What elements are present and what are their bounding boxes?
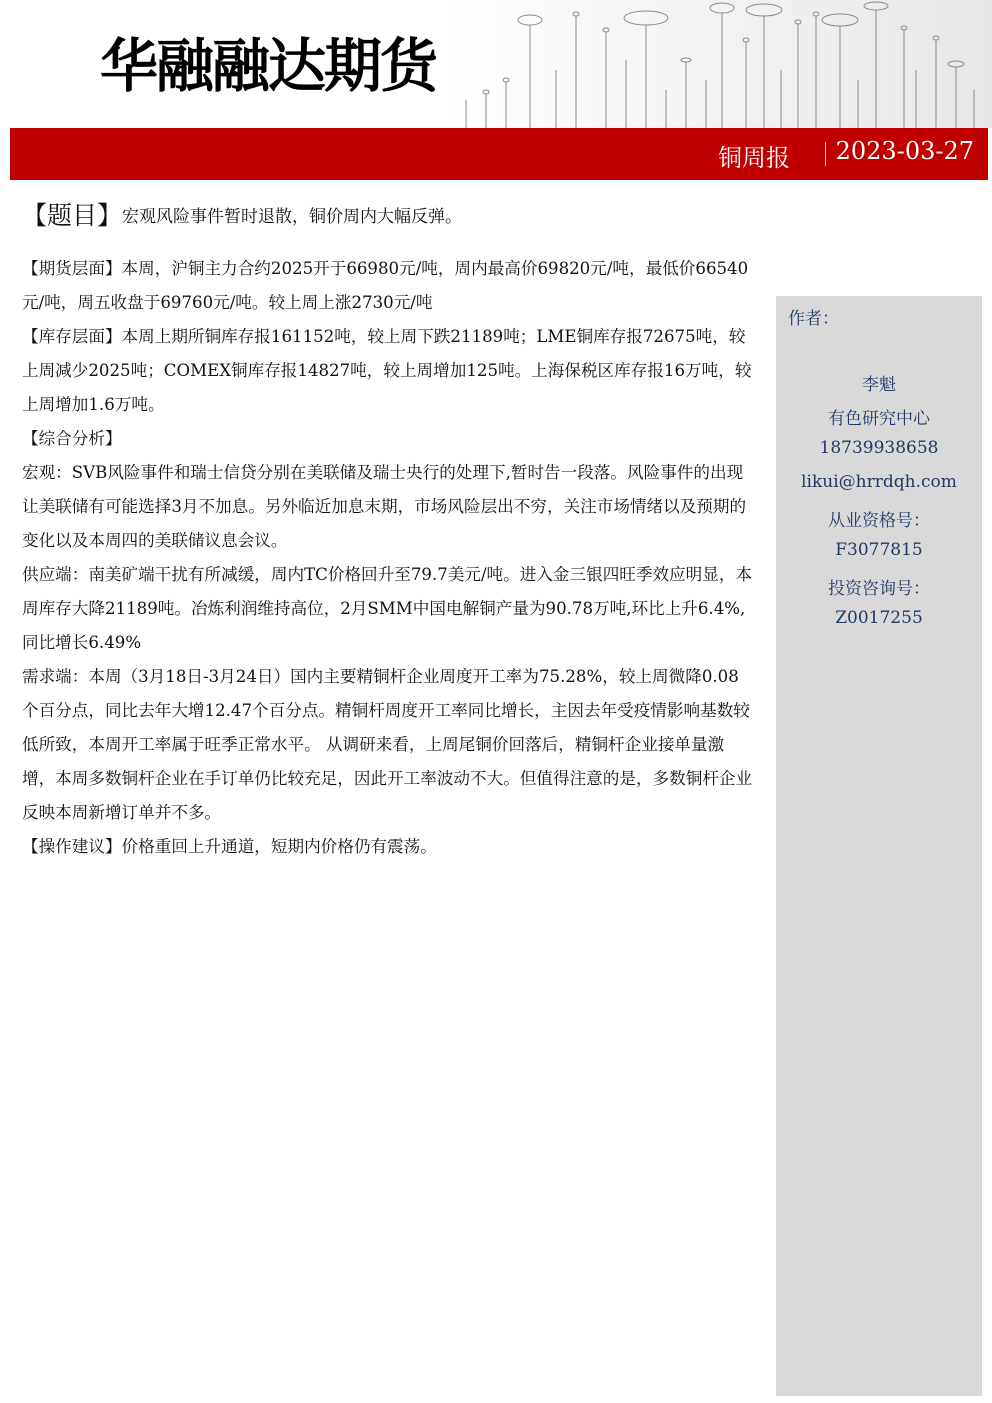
- report-body: [22, 252, 754, 864]
- author-email: likui@hrrdqh.com: [801, 472, 957, 492]
- header-decoration: [446, 0, 992, 128]
- qualification-number: F3077815: [835, 540, 923, 560]
- advice-section: 【操作建议】价格重回上升通道，短期内价格仍有震荡。: [22, 837, 437, 856]
- analysis-heading: 【综合分析】: [22, 429, 122, 448]
- macro-paragraph: 宏观：SVB风险事件和瑞士信贷分别在美联储及瑞士央行的处理下,暂时告一段落。风险事件的出现让美联储有可能选择3月不加息。另外临近加息末期，市场风险层出不穷，关注市场情绪以及预期的变化以及本周四的美联储议息会议。: [22, 463, 747, 550]
- author-name: 李魁: [862, 375, 896, 395]
- report-date: 2023-03-27: [835, 137, 974, 165]
- topic-label: 【题目】: [22, 201, 123, 230]
- investment-consult-label: 投资咨询号：: [828, 579, 930, 599]
- demand-paragraph: 需求端：本周（3月18日-3月24日）国内主要精铜杆企业周度开工率为75.28%，较上周微降0.08个百分点，同比去年大增12.47个百分点。精铜杆周度开工率同比增长，主因去年受疫情影响基数较低所致，本周开工率属于旺季正常水平。 从调研来看，上周尾铜价回落后，精铜杆企业接单量激增，本周多数铜杆企业在手订单仍比较充足，因此开工率波动不大。但值得注意的是，多数铜杆企业反映本周新增订单并不多。: [22, 667, 753, 822]
- company-logo: 华融融达期货: [100, 32, 437, 100]
- futures-section: 【期货层面】本周，沪铜主力合约2025开于66980元/吨，周内最高价69820元/吨，最低价66540元/吨，周五收盘于69760元/吨。较上周上涨2730元/吨: [22, 259, 749, 312]
- report-header-bar: [10, 128, 988, 180]
- qualification-label: 从业资格号：: [828, 511, 930, 531]
- author-department: 有色研究中心: [828, 409, 930, 429]
- supply-paragraph: 供应端：南美矿端干扰有所减缓，周内TC价格回升至79.7美元/吨。进入金三银四旺季效应明显，本周库存大降21189吨。冶炼利润维持高位，2月SMM中国电解铜产量为90.78万吨,环比上升6.4%,同比增长6.49%: [22, 565, 753, 652]
- report-topic: [22, 200, 462, 233]
- inventory-section: 【库存层面】本周上期所铜库存报161152吨，较上周下跌21189吨；LME铜库存报72675吨，较上周减少2025吨；COMEX铜库存报14827吨，较上周增加125吨。上海保税区库存报16万吨，较上周增加1.6万吨。: [22, 327, 752, 414]
- title-separator: [825, 142, 826, 166]
- report-title: 铜周报: [718, 144, 790, 172]
- author-label: 作者：: [788, 309, 839, 329]
- author-phone: 18739938658: [819, 438, 939, 458]
- investment-consult-number: Z0017255: [835, 608, 923, 628]
- topic-text: 宏观风险事件暂时退散，铜价周内大幅反弹。: [122, 207, 463, 227]
- author-sidebar: [776, 296, 982, 1396]
